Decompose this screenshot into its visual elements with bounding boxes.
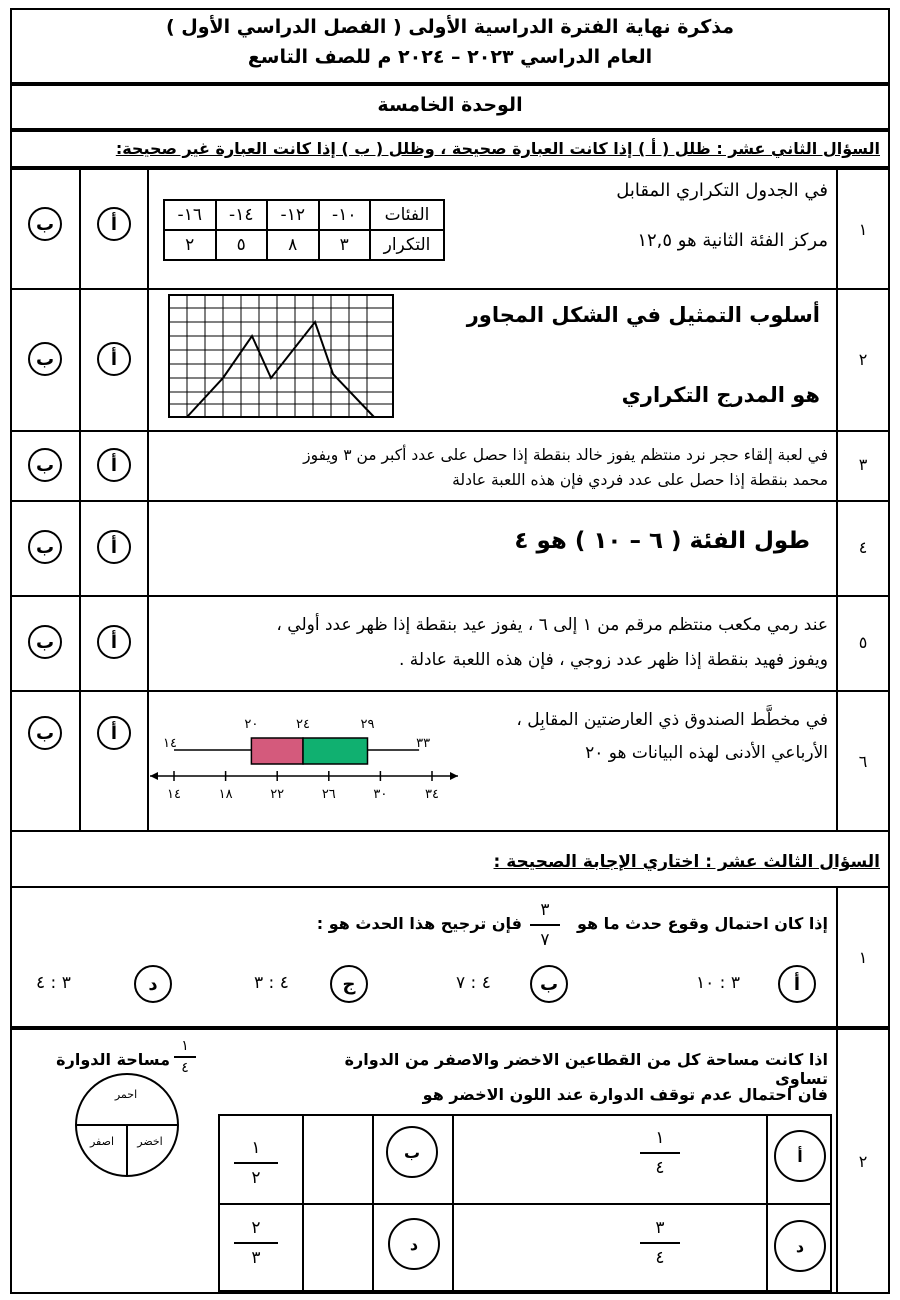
item-number: ٣ bbox=[858, 455, 868, 474]
min-label: ١٤ bbox=[163, 736, 177, 751]
axis-tick-label: ٢٢ bbox=[270, 787, 285, 802]
frac-numerator: ٣ bbox=[540, 900, 550, 920]
frac-numerator: ١ bbox=[251, 1138, 261, 1158]
freq-row-label: التكرار bbox=[370, 230, 444, 260]
choice-c-fraction bbox=[640, 1218, 680, 1268]
freq-class: -١٤ bbox=[216, 200, 268, 230]
spinner-red-label: احمر bbox=[114, 1088, 138, 1101]
freq-class: -١٢ bbox=[267, 200, 319, 230]
box-lower-half bbox=[251, 738, 303, 764]
q13-item1-text-after: فإن ترجيح هذا الحدث هو : bbox=[316, 914, 522, 933]
item-number: ٥ bbox=[858, 633, 868, 652]
item1-line1: في الجدول التكراري المقابل bbox=[616, 180, 828, 201]
item3-line1: في لعبة إلقاء حجر نرد منتظم يفوز خالد بنقطة إذا حصل على عدد أكبر من ٣ ويفوز bbox=[303, 446, 828, 464]
option-b-circle[interactable]: ب bbox=[28, 448, 62, 482]
item1-line2: مركز الفئة الثانية هو ١٢,٥ bbox=[637, 230, 828, 251]
choice-a-fraction bbox=[640, 1128, 680, 1178]
frac-denominator: ٢ bbox=[251, 1168, 261, 1188]
q13-item2-fraction bbox=[174, 1038, 196, 1076]
q13-item1-fraction bbox=[530, 900, 560, 950]
freq-value: ٣ bbox=[319, 230, 371, 260]
spinner-green-label: اخضر bbox=[137, 1135, 163, 1148]
q13-item1-text-before: إذا كان احتمال وقوع حدث ما هو bbox=[576, 914, 828, 933]
spinner-yellow-label: اصفر bbox=[89, 1135, 115, 1148]
q12-heading: السؤال الثاني عشر : ظلل ( أ ) إذا كانت العبارة صحيحة ، وظلل ( ب ) إذا كانت العبارة غير صحيحة: bbox=[115, 139, 880, 158]
item-number: ١ bbox=[858, 948, 868, 967]
freq-class: -١٦ bbox=[164, 200, 216, 230]
option-a-circle[interactable]: أ bbox=[97, 530, 131, 564]
frequency-polygon-graph bbox=[168, 294, 394, 418]
option-b-circle[interactable]: ب bbox=[28, 716, 62, 750]
axis-arrow-left bbox=[150, 772, 158, 780]
q1-label: ٢٠ bbox=[244, 717, 259, 732]
choice-b-value: ٤ : ٧ bbox=[456, 973, 491, 993]
choice-b-circle[interactable]: ب bbox=[530, 965, 568, 1003]
option-a-circle[interactable]: أ bbox=[97, 342, 131, 376]
option-b-circle[interactable]: ب bbox=[28, 625, 62, 659]
unit-title: الوحدة الخامسة bbox=[377, 94, 523, 116]
frequency-table bbox=[163, 199, 445, 261]
frac-denominator: ٤ bbox=[655, 1158, 665, 1178]
q13-item2-text1: اذا كانت مساحة كل من القطاعين الاخضر والاصفر من الدوارة تساوى bbox=[344, 1050, 828, 1088]
choice-a-circle[interactable]: أ bbox=[778, 965, 816, 1003]
choice-d-fraction bbox=[234, 1218, 278, 1268]
item4-text: طول الفئة ( ٦ – ١٠ ) هو ٤ bbox=[514, 528, 810, 554]
freq-value: ٢ bbox=[164, 230, 216, 260]
axis-arrow-right bbox=[450, 772, 458, 780]
option-a-circle[interactable]: أ bbox=[97, 716, 131, 750]
frac-numerator: ١ bbox=[181, 1038, 189, 1054]
axis-tick-label: ١٨ bbox=[218, 787, 233, 802]
choice-b-fraction bbox=[234, 1138, 278, 1188]
choice-b-circle[interactable]: ب bbox=[386, 1126, 438, 1178]
max-label: ٣٣ bbox=[416, 736, 431, 751]
item3-line2: محمد بنقطة إذا حصل على عدد فردي فإن هذه اللعبة عادلة bbox=[452, 471, 828, 489]
frac-denominator: ٧ bbox=[540, 930, 550, 950]
freq-value: ٥ bbox=[216, 230, 268, 260]
choice-d-circle[interactable]: د bbox=[134, 965, 172, 1003]
q13-item2-text1-end: مساحة الدوارة bbox=[56, 1050, 170, 1069]
box-upper-half bbox=[303, 738, 368, 764]
item5-line1: عند رمي مكعب منتظم مرقم من ١ إلى ٦ ، يفوز عيد بنقطة إذا ظهر عدد أولي ، bbox=[276, 615, 828, 635]
box-plot bbox=[148, 712, 464, 804]
frac-numerator: ٢ bbox=[251, 1218, 261, 1238]
axis-tick-label: ٣٠ bbox=[373, 787, 388, 802]
academic-year: العام الدراسي ٢٠٢٣ – ٢٠٢٤ م للصف التاسع bbox=[247, 46, 653, 68]
axis-tick-label: ٢٦ bbox=[321, 787, 336, 802]
item6-line1: في مخطَّط الصندوق ذي العارضتين المقابِل ، bbox=[516, 710, 828, 730]
choice-a-value: ٣ : ١٠ bbox=[696, 973, 740, 993]
frac-denominator: ٤ bbox=[655, 1248, 665, 1268]
choice-a-circle[interactable]: أ bbox=[774, 1130, 826, 1182]
freq-value: ٨ bbox=[267, 230, 319, 260]
q13-item1-box bbox=[10, 886, 890, 1028]
q3-label: ٢٩ bbox=[360, 717, 375, 732]
frac-denominator: ٣ bbox=[251, 1248, 261, 1268]
item2-line2: هو المدرج التكراري bbox=[621, 383, 820, 407]
freq-class: -١٠ bbox=[319, 200, 371, 230]
item5-line2: ويفوز فهيد بنقطة إذا ظهر عدد زوجي ، فإن هذه اللعبة عادلة . bbox=[398, 650, 828, 670]
frac-numerator: ١ bbox=[655, 1128, 665, 1148]
item-number: ٢ bbox=[858, 1152, 868, 1171]
choice-c-circle[interactable]: ج bbox=[330, 965, 368, 1003]
q13-item2-text2: فان احتمال عدم توقف الدوارة عند اللون الاخضر هو bbox=[422, 1085, 828, 1104]
choice-d-circle[interactable]: د bbox=[388, 1218, 440, 1270]
choice-d-value: ٣ : ٤ bbox=[36, 973, 71, 993]
frac-numerator: ٣ bbox=[655, 1218, 665, 1238]
option-a-circle[interactable]: أ bbox=[97, 625, 131, 659]
option-b-circle[interactable]: ب bbox=[28, 342, 62, 376]
choice-c-circle[interactable]: د bbox=[774, 1220, 826, 1272]
item2-line1: أسلوب التمثيل في الشكل المجاور bbox=[466, 303, 820, 327]
median-label: ٢٤ bbox=[296, 717, 310, 732]
option-b-circle[interactable]: ب bbox=[28, 530, 62, 564]
exam-title: مذكرة نهاية الفترة الدراسية الأولى ( الفصل الدراسي الأول ) bbox=[165, 16, 735, 38]
option-a-circle[interactable]: أ bbox=[97, 448, 131, 482]
axis-tick-label: ٣٤ bbox=[425, 787, 439, 802]
item-number: ٢ bbox=[858, 350, 868, 369]
item-number: ٤ bbox=[858, 538, 868, 557]
item-number: ٦ bbox=[858, 752, 868, 771]
freq-row-label: الفئات bbox=[370, 200, 444, 230]
option-b-circle[interactable]: ب bbox=[28, 207, 62, 241]
frac-denominator: ٤ bbox=[181, 1060, 189, 1076]
option-a-circle[interactable]: أ bbox=[97, 207, 131, 241]
item6-line2: الأرباعي الأدنى لهذه البيانات هو ٢٠ bbox=[585, 743, 828, 763]
q13-heading: السؤال الثالث عشر : اختاري الإجابة الصحيحة : bbox=[493, 852, 880, 872]
choice-c-value: ٤ : ٣ bbox=[254, 973, 289, 993]
axis-tick-label: ١٤ bbox=[167, 787, 181, 802]
item-number: ١ bbox=[858, 220, 868, 239]
